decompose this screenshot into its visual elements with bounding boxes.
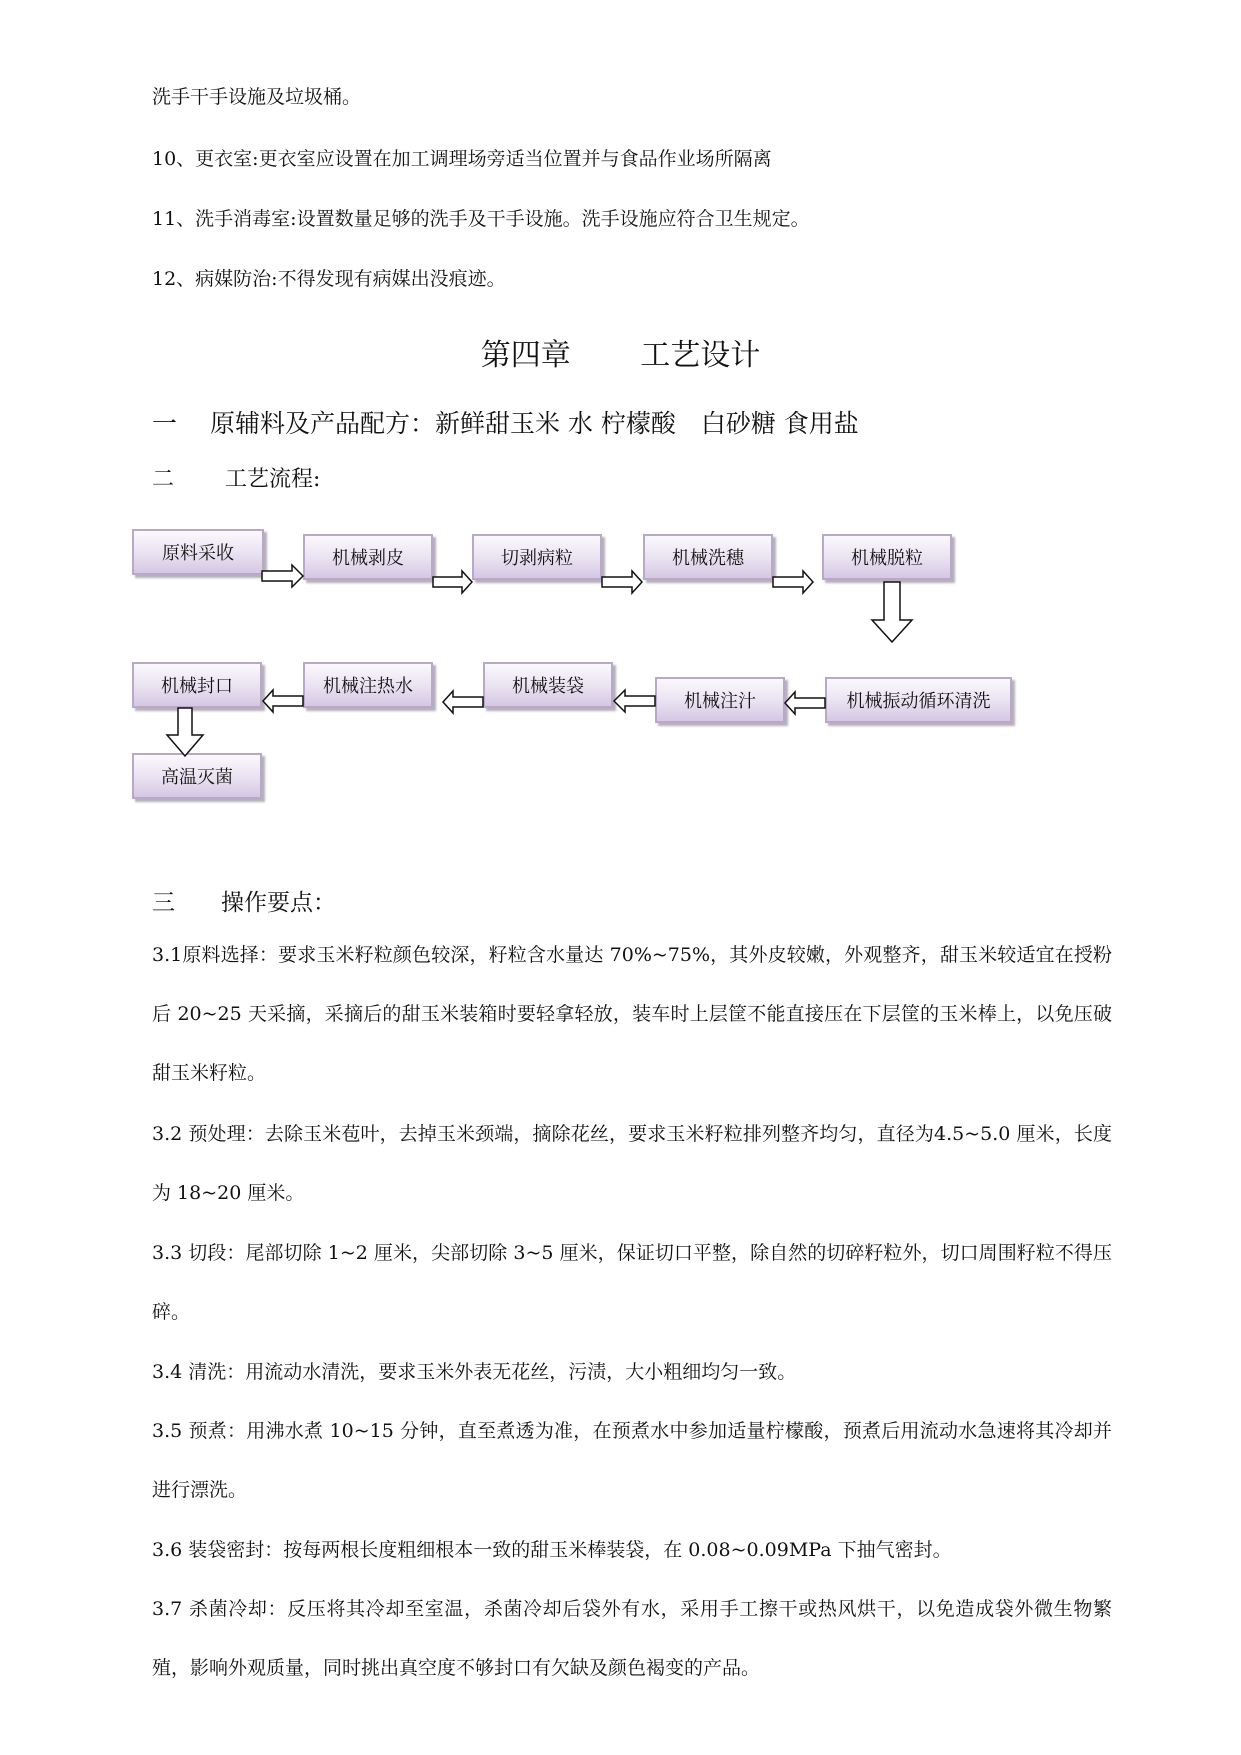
text-line: 12、病媒防治:不得发现有病媒出没痕迹。 [152, 268, 506, 290]
paragraph: 3.4 清洗：用流动水清洗，要求玉米外表无花丝，污渍，大小粗细均匀一致。 [152, 1361, 797, 1383]
paragraph: 3.7 杀菌冷却：反压将其冷却至室温，杀菌冷却后袋外有水，采用手工擦干或热风烘干，以免造成袋外微生物繁殖，影响外观质量，同时挑出真空度不够封口有欠缺及颜色褐变的产品。 [152, 1598, 1112, 1679]
flow-box: 机械注热水 [303, 662, 433, 708]
arrow-right-icon [433, 571, 472, 593]
flow-box: 机械封口 [132, 662, 262, 708]
paragraph: 3.5 预煮：用沸水煮 10~15 分钟，直至煮透为准，在预煮水中参加适量柠檬酸，预煮后用流动水急速将其冷却并进行漂洗。 [152, 1420, 1112, 1501]
section-heading-key-points: 三 操作要点： [152, 890, 336, 916]
arrow-left-icon [785, 692, 825, 714]
flow-box: 原料采收 [132, 529, 264, 575]
paragraph: 3.1原料选择：要求玉米籽粒颜色较深，籽粒含水量达 70%~75%，其外皮较嫩，外观整齐，甜玉米较适宜在授粉后 20~25 天采摘，采摘后的甜玉米装箱时要轻拿轻放，装车时上层筐不能直接压在下层筐的玉米棒上，以免压破甜玉米籽粒。 [152, 944, 1112, 1084]
arrow-left-icon [263, 690, 303, 712]
arrow-right-icon [773, 571, 813, 593]
paragraph: 3.2 预处理：去除玉米苞叶，去掉玉米颈端，摘除花丝，要求玉米籽粒排列整齐均匀，直径为4.5~5.0 厘米，长度为 18~20 厘米。 [152, 1123, 1112, 1204]
flow-box: 机械振动循环清洗 [825, 677, 1012, 723]
flow-box: 机械剥皮 [303, 534, 433, 580]
arrow-right-icon [602, 571, 642, 593]
section-heading-ingredients: 一 原辅料及产品配方：新鲜甜玉米 水 柠檬酸 白砂糖 食用盐 [152, 409, 859, 438]
chapter-title: 第四章 工艺设计 [480, 338, 761, 373]
flow-box: 高温灭菌 [132, 753, 262, 799]
flow-box: 切剥病粒 [472, 534, 602, 580]
flow-box: 机械脱粒 [822, 534, 952, 580]
text-line: 洗手干手设施及垃圾桶。 [152, 86, 362, 108]
text-line: 11、洗手消毒室:设置数量足够的洗手及干手设施。洗手设施应符合卫生规定。 [152, 208, 810, 230]
flow-box: 机械洗穗 [643, 534, 773, 580]
arrow-left-icon [614, 690, 655, 712]
arrow-down-icon [872, 582, 912, 642]
text-line: 10、更衣室:更衣室应设置在加工调理场旁适当位置并与食品作业场所隔离 [152, 148, 772, 170]
arrow-right-icon [262, 565, 303, 587]
paragraph: 3.3 切段：尾部切除 1~2 厘米，尖部切除 3~5 厘米，保证切口平整，除自然的切碎籽粒外，切口周围籽粒不得压碎。 [152, 1242, 1112, 1323]
arrow-left-icon [443, 691, 483, 713]
flow-box: 机械注汁 [655, 677, 785, 723]
section-heading-process: 二 工艺流程: [152, 467, 321, 492]
paragraph: 3.6 装袋密封：按每两根长度粗细根本一致的甜玉米棒装袋，在 0.08~0.09MPa 下抽气密封。 [152, 1539, 952, 1561]
flow-box: 机械装袋 [483, 662, 613, 708]
arrow-down-icon [167, 708, 203, 756]
